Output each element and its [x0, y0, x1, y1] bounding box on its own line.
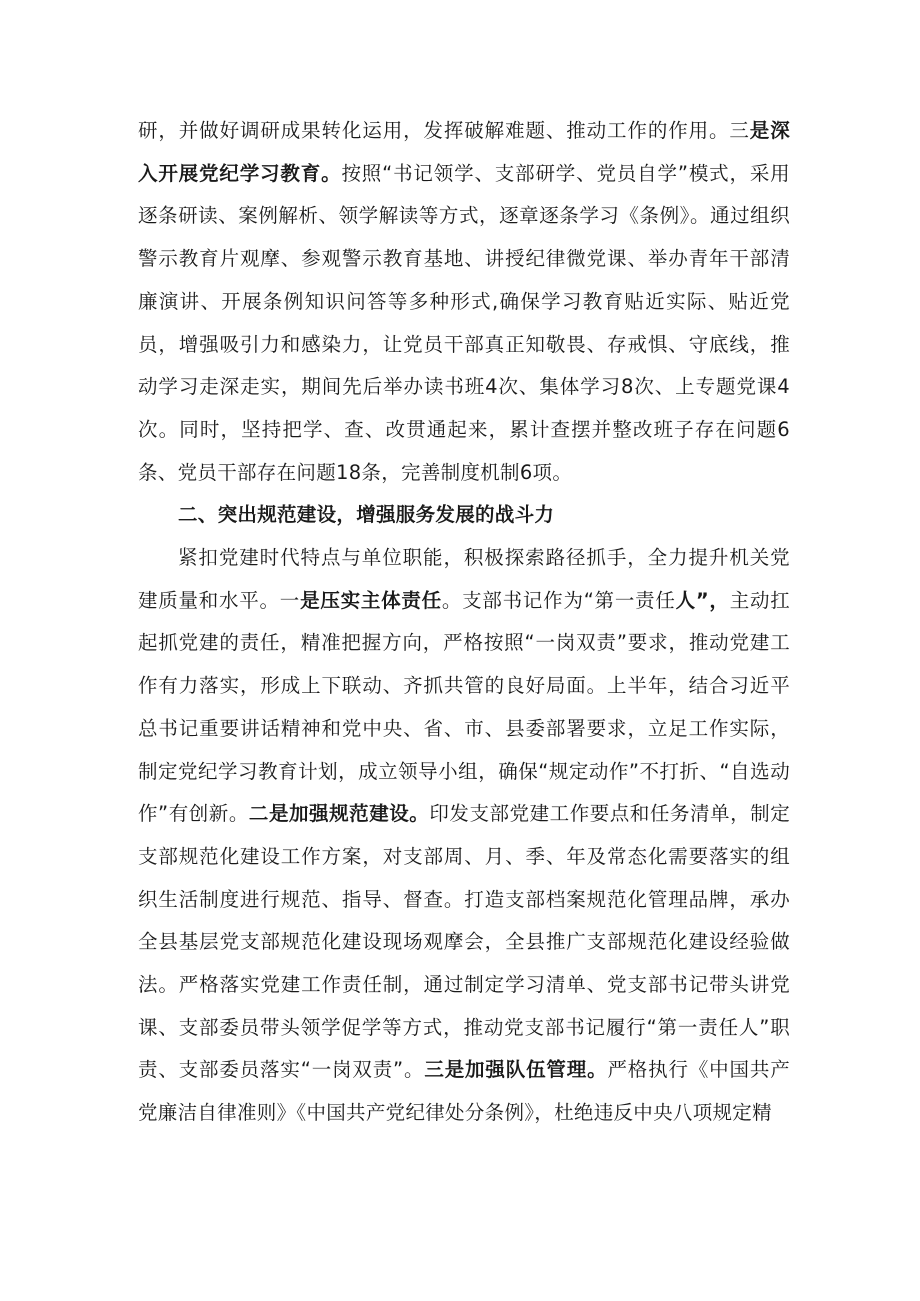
text-run: 主动扛起抓党建的责任，精准把握方向，严格按照“一岗双责”要求，推动党建工作有力落实，形成上下联动、齐抓共管的良好局面。上半年，结合习近平总书记重要讲话精神和党中央、省、市、县委部署要求，立足工作实际，制定党纪学习教育计划，成立领导小组，确保“规定动作”不打折、“自选动作”有创新。	[138, 588, 791, 826]
text-run: 严格执行《中国共产党廉洁自律准则》《中国共产党纪律处分条例》，杜绝违反中央八项规定精	[138, 1058, 790, 1125]
section-heading-text: 二、突出规范建设，增强服务发展的战斗力	[178, 503, 555, 527]
paragraph-study-education	[138, 110, 790, 494]
bold-run: 三是加强队伍管理。	[424, 1058, 608, 1082]
text-run: 印发支部党建工作要点和任务清单，制定支部规范化建设工作方案，对支部周、月、季、年及常态化需要落实的组织生活制度进行规范、指导、督查。打造支部档案规范化管理品牌，承办全县基层党支部规范化建设现场观摩会，全县推广支部规范化建设经验做法。严格落实党建工作责任制，通过制定学习清单、党支部书记带头讲党课、支部委员带头领学促学等方式，推动党支部书记履行“第一责任人”职责、支部委员落实“一岗双责”。	[138, 802, 791, 1082]
bold-run: 人”，	[675, 588, 730, 612]
text-run: 研，并做好调研成果转化运用，发挥破解难题、推动工作的作用。三	[138, 119, 750, 142]
bold-run: 是深入开展党纪学习教育。	[138, 119, 790, 185]
section-heading	[138, 494, 790, 537]
paragraph-standardization	[138, 537, 790, 1135]
bold-run: 是压实主体责任	[300, 588, 442, 612]
text-run: 。支部书记作为“第一责任	[441, 588, 676, 612]
document-body	[138, 110, 790, 1135]
bold-run: 二是加强规范建设。	[248, 802, 430, 826]
text-run: 紧扣党建时代特点与单位职能，积极探索路径抓手，全力提升机关党建质量和水平。一	[138, 546, 790, 612]
text-run: 按照“书记领学、支部研学、党员自学”模式，采用逐条研读、案例解析、领学解读等方式，逐章逐条学习《条例》。通过组织警示教育片观摩、参观警示教育基地、讲授纪律微党课、举办青年干部清廉演讲、开展条例知识问答等多种形式,确保学习教育贴近实际、贴近党员，增强吸引力和感染力，让党员干部真正知敬畏、存戒惧、守底线，推动学习走深走实，期间先后举办读书班4次、集体学习8次、上专题党课4次。同时，坚持把学、查、改贯通起来，累计查摆并整改班子存在问题6条、党员干部存在问题18条，完善制度机制6项。	[138, 161, 790, 484]
